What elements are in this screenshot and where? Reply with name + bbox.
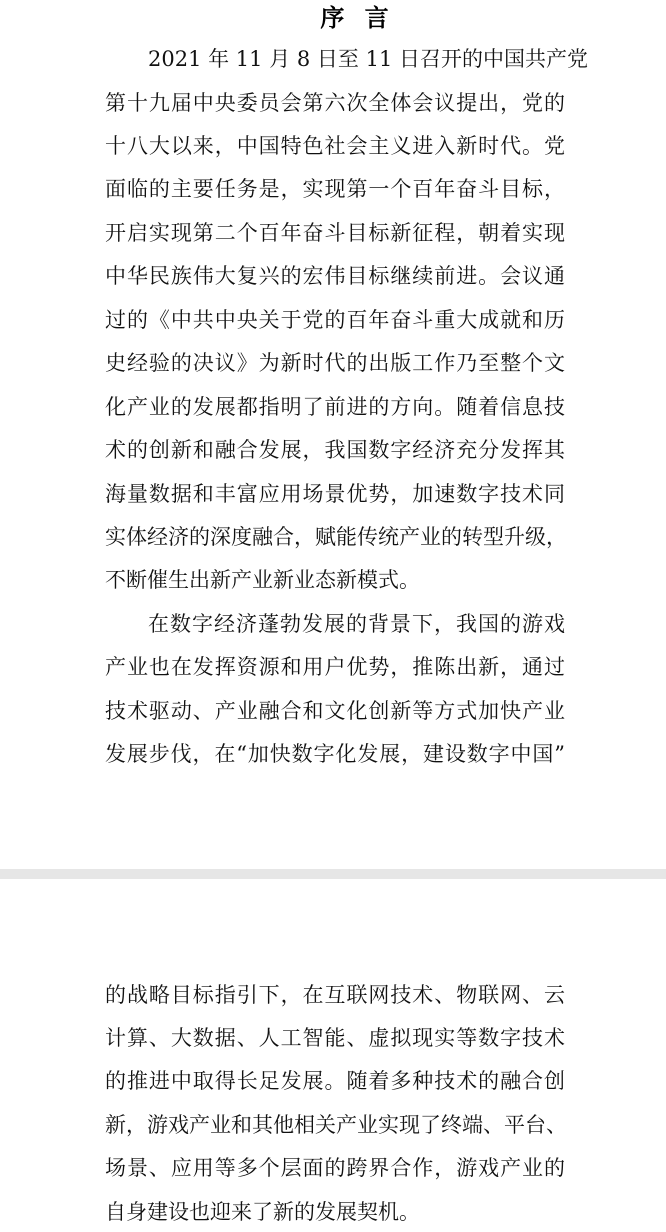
paragraph-1-line-12: 实体经济的深度融合，赋能传统产业的转型升级， bbox=[105, 525, 567, 549]
paragraph-1-line-5: 开启实现第二个百年奋斗目标新征程，朝着实现 bbox=[105, 221, 565, 245]
paragraph-2-line-7: 的推进中取得长足发展。随着多种技术的融合创 bbox=[105, 1069, 565, 1093]
paragraph-1-line-7: 过的《中共中央关于党的百年奋斗重大成就和历 bbox=[105, 308, 565, 332]
document-page-2 bbox=[0, 879, 666, 1232]
paragraph-1-line-13: 不断催生出新产业新业态新模式。 bbox=[105, 568, 420, 592]
paragraph-2-line-9: 场景、应用等多个层面的跨界合作，游戏产业的 bbox=[105, 1156, 565, 1180]
paragraph-1-line-1: 2021 年 11 月 8 日至 11 日召开的中国共产党 bbox=[148, 47, 588, 71]
paragraph-1-line-10: 术的创新和融合发展，我国数字经济充分发挥其 bbox=[105, 438, 565, 462]
paragraph-2-line-5: 的战略目标指引下，在互联网技术、物联网、云 bbox=[105, 983, 565, 1007]
paragraph-2-line-1: 在数字经济蓬勃发展的背景下，我国的游戏 bbox=[148, 612, 565, 636]
paragraph-2-line-8: 新，游戏产业和其他相关产业实现了终端、平台、 bbox=[105, 1113, 567, 1137]
paragraph-1-line-8: 史经验的决议》为新时代的出版工作乃至整个文 bbox=[105, 351, 565, 375]
paragraph-1-line-4: 面临的主要任务是，实现第一个百年奋斗目标， bbox=[105, 177, 565, 201]
paragraph-1-line-11: 海量数据和丰富应用场景优势，加速数字技术同 bbox=[105, 482, 565, 506]
paragraph-1-line-2: 第十九届中央委员会第六次全体会议提出，党的 bbox=[105, 91, 565, 115]
page-title: 序 言 bbox=[320, 4, 395, 32]
paragraph-1-line-3: 十八大以来，中国特色社会主义进入新时代。党 bbox=[105, 134, 565, 158]
paragraph-2-line-4: 发展步伐，在“加快数字化发展，建设数字中国” bbox=[105, 742, 565, 766]
paragraph-2-line-6: 计算、大数据、人工智能、虚拟现实等数字技术 bbox=[105, 1026, 565, 1050]
paragraph-2-line-3: 技术驱动、产业融合和文化创新等方式加快产业 bbox=[105, 699, 565, 723]
page-separator bbox=[0, 869, 666, 879]
paragraph-2-line-2: 产业也在发挥资源和用户优势，推陈出新，通过 bbox=[105, 655, 565, 679]
paragraph-1-line-6: 中华民族伟大复兴的宏伟目标继续前进。会议通 bbox=[105, 264, 565, 288]
paragraph-1-line-9: 化产业的发展都指明了前进的方向。随着信息技 bbox=[105, 395, 565, 419]
paragraph-2-line-10: 自身建设也迎来了新的发展契机。 bbox=[105, 1200, 420, 1224]
